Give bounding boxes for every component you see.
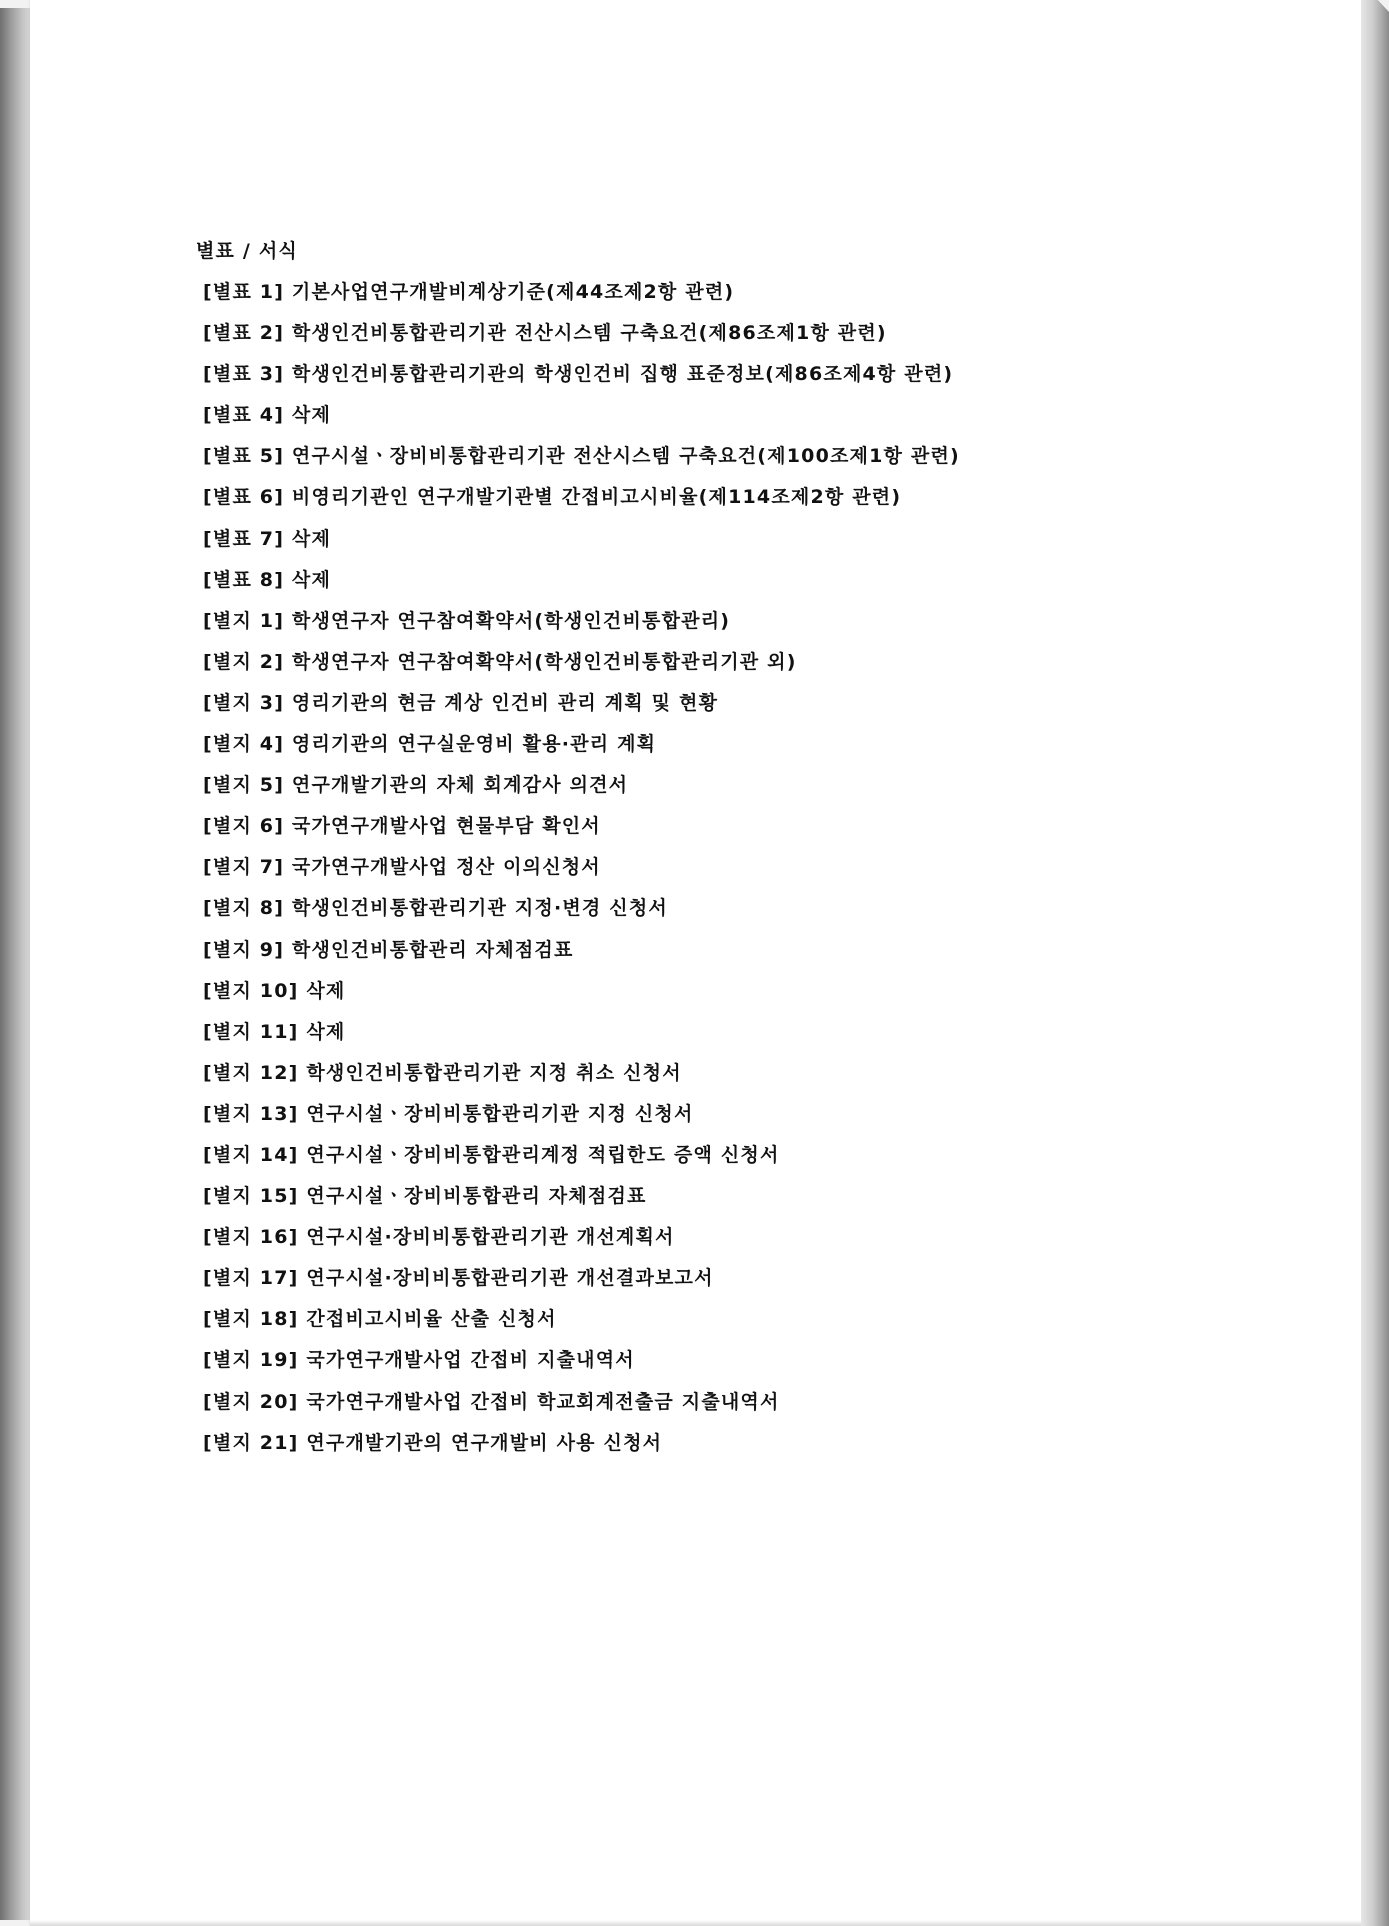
list-item: [별지 15] 연구시설ㆍ장비비통합관리 자체점검표 <box>203 1185 647 1208</box>
list-item: [별지 13] 연구시설ㆍ장비비통합관리기관 지정 신청서 <box>203 1102 694 1125</box>
list-item: [별지 3] 영리기관의 현금 계상 인건비 관리 계획 및 현황 <box>203 691 719 714</box>
list-item: [별표 5] 연구시설ㆍ장비비통합관리기관 전산시스템 구축요건(제100조제1항 관련) <box>203 445 960 468</box>
list-item: [별지 20] 국가연구개발사업 간접비 학교회계전출금 지출내역서 <box>203 1390 780 1413</box>
list-item: [별지 11] 삭제 <box>203 1020 346 1043</box>
list-item: [별지 7] 국가연구개발사업 정산 이의신청서 <box>203 856 601 879</box>
document-content <box>196 231 1316 1464</box>
list-item: [별지 2] 학생연구자 연구참여확약서(학생인건비통합관리기관 외) <box>203 650 797 673</box>
page-bottom-edge <box>30 1920 1361 1926</box>
list-item: [별지 6] 국가연구개발사업 현물부담 확인서 <box>203 815 601 838</box>
page-left-edge <box>0 8 30 1920</box>
list-item: [별지 18] 간접비고시비율 산출 신청서 <box>203 1308 557 1331</box>
list-item: [별지 10] 삭제 <box>203 979 346 1002</box>
list-item: [별표 6] 비영리기관인 연구개발기관별 간접비고시비율(제114조제2항 관련) <box>203 486 902 509</box>
list-item: [별지 12] 학생인건비통합관리기관 지정 취소 신청서 <box>203 1061 682 1084</box>
page-right-edge <box>1361 0 1389 1926</box>
page-title: 별표 / 서식 <box>196 240 298 262</box>
list-item: [별표 7] 삭제 <box>203 527 332 550</box>
list-item: [별지 1] 학생연구자 연구참여확약서(학생인건비통합관리) <box>203 609 731 632</box>
list-item: [별지 4] 영리기관의 연구실운영비 활용·관리 계획 <box>203 733 657 756</box>
list-item: [별표 3] 학생인건비통합관리기관의 학생인건비 집행 표준정보(제86조제4항 관련) <box>203 363 954 386</box>
list-item: [별표 8] 삭제 <box>203 568 332 591</box>
list-item: [별지 17] 연구시설·장비비통합관리기관 개선결과보고서 <box>203 1267 714 1290</box>
list-item: [별표 1] 기본사업연구개발비계상기준(제44조제2항 관련) <box>203 281 735 303</box>
list-item: [별표 2] 학생인건비통합관리기관 전산시스템 구축요건(제86조제1항 관련) <box>203 322 887 345</box>
list-item: [별지 8] 학생인건비통합관리기관 지정·변경 신청서 <box>203 897 668 920</box>
list-item: [별지 19] 국가연구개발사업 간접비 지출내역서 <box>203 1349 635 1372</box>
list-item: [별지 14] 연구시설ㆍ장비비통합관리계정 적립한도 증액 신청서 <box>203 1143 780 1166</box>
appendix-list <box>196 272 1316 1464</box>
list-item: [별표 4] 삭제 <box>203 404 332 427</box>
list-item: [별지 5] 연구개발기관의 자체 회계감사 의견서 <box>203 774 629 797</box>
list-item: [별지 16] 연구시설·장비비통합관리기관 개선계획서 <box>203 1226 675 1249</box>
list-item: [별지 9] 학생인건비통합관리 자체점검표 <box>203 938 574 961</box>
list-item: [별지 21] 연구개발기관의 연구개발비 사용 신청서 <box>203 1431 663 1454</box>
